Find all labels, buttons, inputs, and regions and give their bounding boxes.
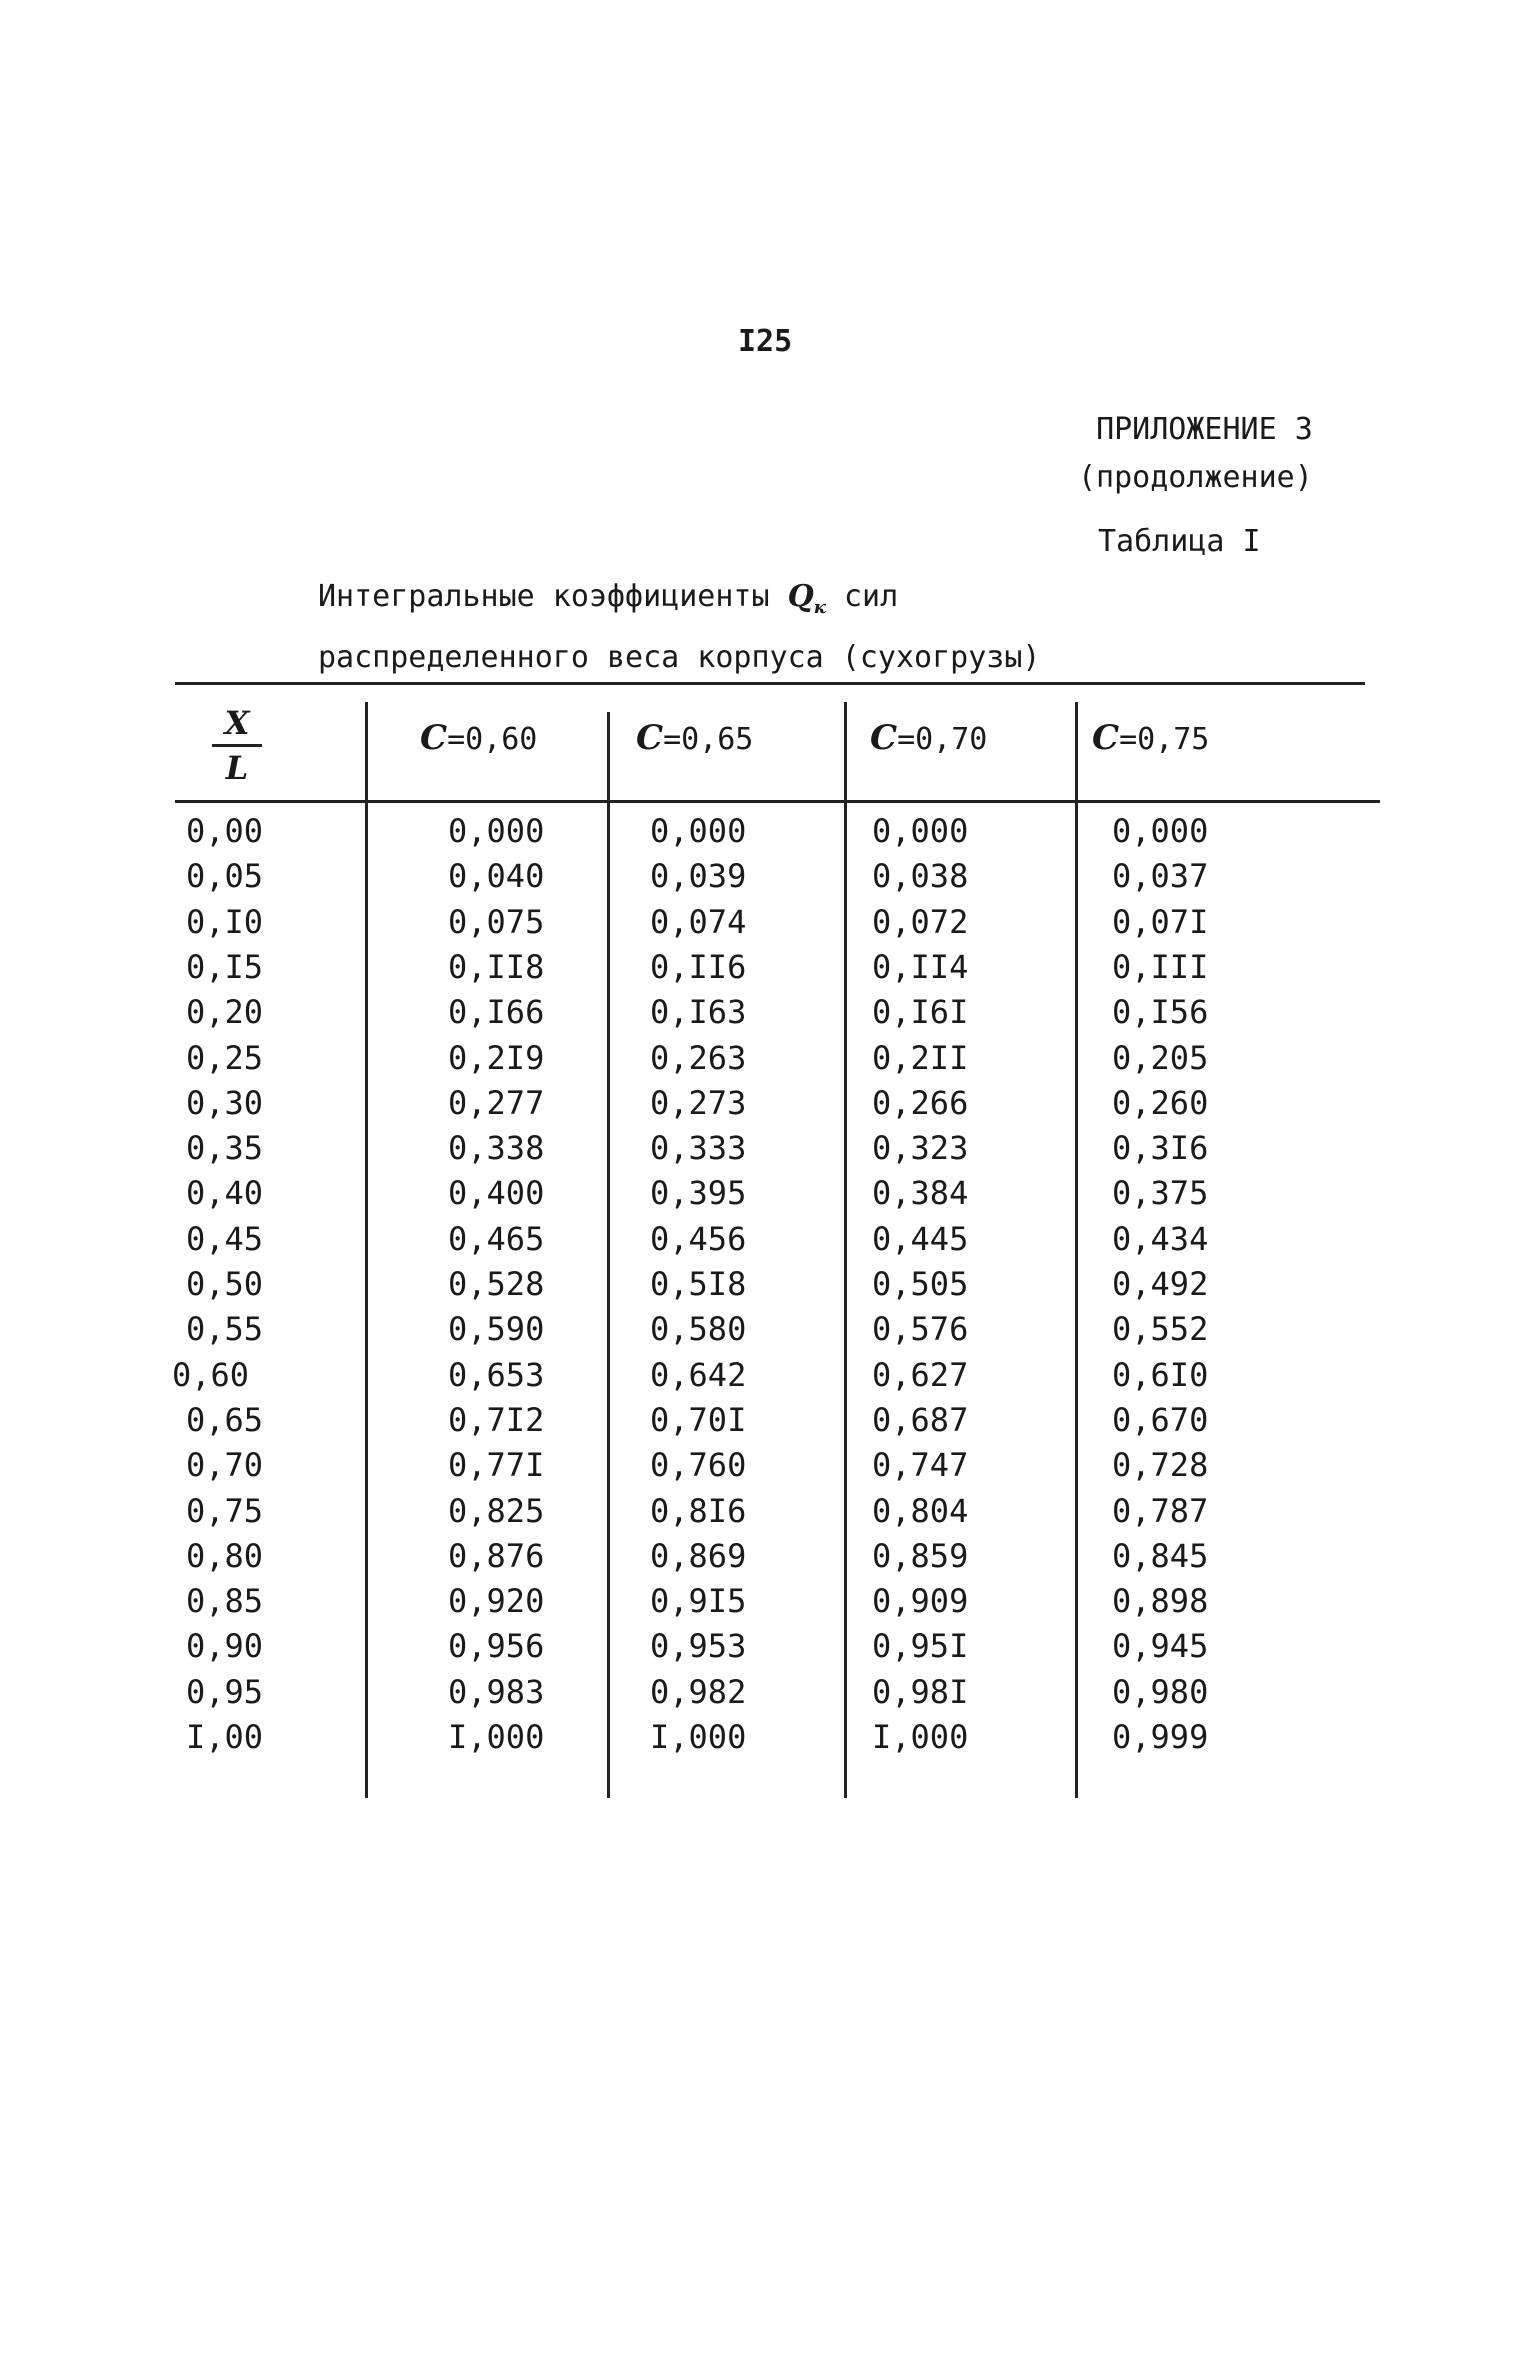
q-symbol: $Q_к$ [787,579,826,618]
header-col-2: C=0,65 [636,718,754,758]
cell-value: 0,395 [650,1174,747,1213]
cell-value: 0,627 [872,1355,969,1394]
row-x-value: 0,65 [186,1400,264,1439]
fraction-bar [212,744,262,747]
cell-value: 0,909 [872,1582,969,1621]
row-x-value: 0,30 [186,1083,264,1122]
cell-value: 0,000 [650,812,747,850]
header-col-4: C=0,75 [1092,718,1210,758]
table-row [0,1401,1535,1446]
cell-value: 0,653 [448,1355,545,1394]
cell-value: I,000 [448,1718,545,1756]
cell-value: 0,075 [448,902,545,941]
cell-value: 0,277 [448,1083,545,1122]
cell-value: I,000 [650,1718,747,1756]
cell-value: 0,273 [650,1083,747,1122]
cell-value: 0,787 [1112,1491,1209,1530]
cell-value: 0,I6I [872,993,969,1032]
cell-value: 0,9I5 [650,1582,747,1621]
table-row [0,1129,1535,1174]
cell-value: 0,576 [872,1310,969,1349]
cell-value: 0,I56 [1112,993,1209,1032]
row-x-value: 0,05 [186,857,264,896]
cell-value: 0,6I0 [1112,1355,1209,1394]
cell-value: 0,983 [448,1672,545,1711]
table-row [0,1174,1535,1219]
row-x-value: 0,90 [186,1627,264,1666]
cell-value: 0,2I9 [448,1038,545,1077]
cell-value: 0,3I6 [1112,1129,1209,1168]
table-row [0,1310,1535,1355]
cell-value: 0,760 [650,1446,747,1485]
header-x-over-l [212,704,262,787]
row-x-value: 0,60 [172,1355,250,1394]
cell-value: 0,920 [448,1582,545,1621]
cell-value: 0,263 [650,1038,747,1077]
table-row [0,1537,1535,1582]
table-row [0,1673,1535,1718]
fraction-numerator: X [224,704,250,742]
cell-value: 0,III [1112,947,1209,986]
table-row [0,1718,1535,1763]
title-text-before: Интегральные коэффициенты [318,579,770,614]
row-x-value: I,00 [186,1718,264,1756]
appendix-label [1078,406,1313,502]
cell-value: 0,876 [448,1536,545,1575]
cell-value: 0,456 [650,1219,747,1258]
table-top-rule [175,682,1365,685]
row-x-value: 0,I5 [186,947,264,986]
row-x-value: 0,75 [186,1491,264,1530]
row-x-value: 0,I0 [186,902,264,941]
table-row [0,1582,1535,1627]
cell-value: 0,I63 [650,993,747,1032]
cell-value: 0,552 [1112,1310,1209,1349]
cell-value: 0,898 [1112,1582,1209,1621]
cell-value: 0,205 [1112,1038,1209,1077]
cell-value: 0,8I6 [650,1491,747,1530]
row-x-value: 0,80 [186,1536,264,1575]
cell-value: 0,492 [1112,1265,1209,1303]
table-label: Таблица I [1098,524,1261,559]
cell-value: 0,072 [872,902,969,941]
cell-value: 0,338 [448,1129,545,1168]
cell-value: 0,7I2 [448,1400,545,1439]
cell-value: 0,825 [448,1491,545,1530]
cell-value: 0,260 [1112,1083,1209,1122]
cell-value: 0,074 [650,902,747,941]
row-x-value: 0,55 [186,1310,264,1349]
row-x-value: 0,70 [186,1446,264,1485]
cell-value: 0,375 [1112,1174,1209,1213]
cell-value: 0,77I [448,1446,545,1485]
cell-value: 0,982 [650,1672,747,1711]
table-row [0,1220,1535,1265]
cell-value: 0,70I [650,1400,747,1439]
table-row [0,1265,1535,1310]
cell-value: 0,956 [448,1627,545,1666]
cell-value: 0,323 [872,1129,969,1168]
table-row [0,993,1535,1038]
table-title-line-2: распределенного веса корпуса (сухогрузы) [318,640,1041,675]
row-x-value: 0,25 [186,1038,264,1077]
cell-value: 0,000 [872,812,969,850]
cell-value: 0,999 [1112,1718,1209,1756]
cell-value: 0,384 [872,1174,969,1213]
cell-value: 0,98I [872,1672,969,1711]
cell-value: 0,I66 [448,993,545,1032]
cell-value: 0,642 [650,1355,747,1394]
page-number: I25 [738,324,793,359]
cell-value: 0,590 [448,1310,545,1349]
table-row [0,1039,1535,1084]
table-row [0,812,1535,857]
row-x-value: 0,85 [186,1582,264,1621]
cell-value: 0,445 [872,1219,969,1258]
row-x-value: 0,50 [186,1265,264,1303]
table-title-line-1 [318,572,1040,633]
cell-value: 0,869 [650,1536,747,1575]
header-col-3: C=0,70 [870,718,988,758]
cell-value: 0,333 [650,1129,747,1168]
table-row [0,1627,1535,1672]
row-x-value: 0,35 [186,1129,264,1168]
cell-value: 0,687 [872,1400,969,1439]
cell-value: 0,000 [448,812,545,850]
cell-value: 0,580 [650,1310,747,1349]
cell-value: 0,804 [872,1491,969,1530]
table-row [0,903,1535,948]
cell-value: 0,266 [872,1083,969,1122]
table-row [0,1446,1535,1491]
cell-value: 0,670 [1112,1400,1209,1439]
cell-value: 0,II6 [650,947,747,986]
cell-value: 0,505 [872,1265,969,1303]
cell-value: 0,2II [872,1038,969,1077]
cell-value: 0,859 [872,1536,969,1575]
cell-value: 0,980 [1112,1672,1209,1711]
appendix-title: ПРИЛОЖЕНИЕ 3 [1096,412,1313,447]
table-title [318,572,1040,683]
cell-value: 0,434 [1112,1219,1209,1258]
cell-value: 0,95I [872,1627,969,1666]
cell-value: I,000 [872,1718,969,1756]
appendix-continuation: (продолжение) [1078,460,1313,495]
table-row [0,1356,1535,1401]
table-row [0,857,1535,902]
row-x-value: 0,40 [186,1174,264,1213]
cell-value: 0,465 [448,1219,545,1258]
cell-value: 0,945 [1112,1627,1209,1666]
cell-value: 0,528 [448,1265,545,1303]
table-row [0,1492,1535,1537]
header-bottom-rule [175,800,1380,803]
cell-value: 0,07I [1112,902,1209,941]
cell-value: 0,039 [650,857,747,896]
table-row [0,948,1535,993]
cell-value: 0,845 [1112,1536,1209,1575]
cell-value: 0,000 [1112,812,1209,850]
fraction-denominator: L [225,749,249,787]
row-x-value: 0,95 [186,1672,264,1711]
table-row [0,1084,1535,1129]
cell-value: 0,400 [448,1174,545,1213]
cell-value: 0,5I8 [650,1265,747,1303]
cell-value: 0,II8 [448,947,545,986]
row-x-value: 0,20 [186,993,264,1032]
cell-value: 0,728 [1112,1446,1209,1485]
row-x-value: 0,00 [186,812,264,850]
cell-value: 0,953 [650,1627,747,1666]
cell-value: 0,038 [872,857,969,896]
cell-value: 0,747 [872,1446,969,1485]
cell-value: 0,037 [1112,857,1209,896]
header-col-1: C=0,60 [420,718,538,758]
cell-value: 0,040 [448,857,545,896]
title-text-after: сил [844,579,899,614]
cell-value: 0,II4 [872,947,969,986]
row-x-value: 0,45 [186,1219,264,1258]
